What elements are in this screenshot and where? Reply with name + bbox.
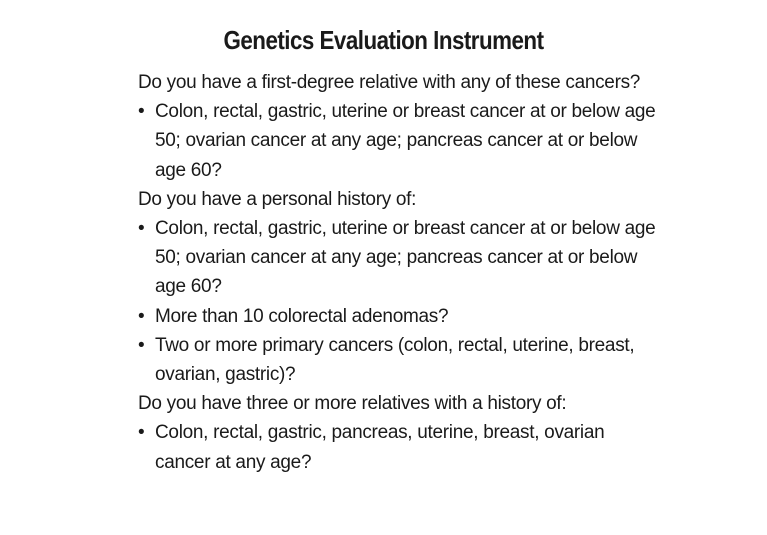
section-question: Do you have a personal history of: bbox=[138, 188, 417, 210]
document-body bbox=[138, 68, 658, 477]
bullet-icon: • bbox=[138, 334, 145, 356]
bullet-icon: • bbox=[138, 422, 145, 444]
list-item-text: Two or more primary cancers (colon, rectal, uterine, breast, ovarian, gastric)? bbox=[155, 334, 635, 386]
document-title: Genetics Evaluation Instrument bbox=[223, 25, 544, 55]
section-first-degree-relative bbox=[138, 68, 658, 185]
list-item bbox=[138, 214, 658, 302]
list-item bbox=[138, 331, 658, 389]
list-item bbox=[138, 97, 658, 185]
list-item-text: Colon, rectal, gastric, uterine or breast cancer at or below age 50; ovarian cancer at any age; pancreas cancer at or below age 60? bbox=[155, 218, 656, 298]
section-three-relatives bbox=[138, 389, 658, 477]
section-question: Do you have three or more relatives with a history of: bbox=[138, 393, 567, 415]
bullet-icon: • bbox=[138, 305, 145, 327]
list-item-text: Colon, rectal, gastric, pancreas, uterine, breast, ovarian cancer at any age? bbox=[155, 422, 605, 473]
bullet-icon: • bbox=[138, 218, 145, 240]
bullet-icon: • bbox=[138, 101, 145, 123]
list-item-text: Colon, rectal, gastric, uterine or breast cancer at or below age 50; ovarian cancer at any age; pancreas cancer at or below age 60? bbox=[155, 101, 656, 181]
list-item bbox=[138, 418, 658, 476]
list-item bbox=[138, 302, 658, 331]
section-personal-history bbox=[138, 185, 658, 389]
list-item-text: More than 10 colorectal adenomas? bbox=[155, 305, 449, 327]
section-question: Do you have a first-degree relative with any of these cancers? bbox=[138, 72, 641, 93]
